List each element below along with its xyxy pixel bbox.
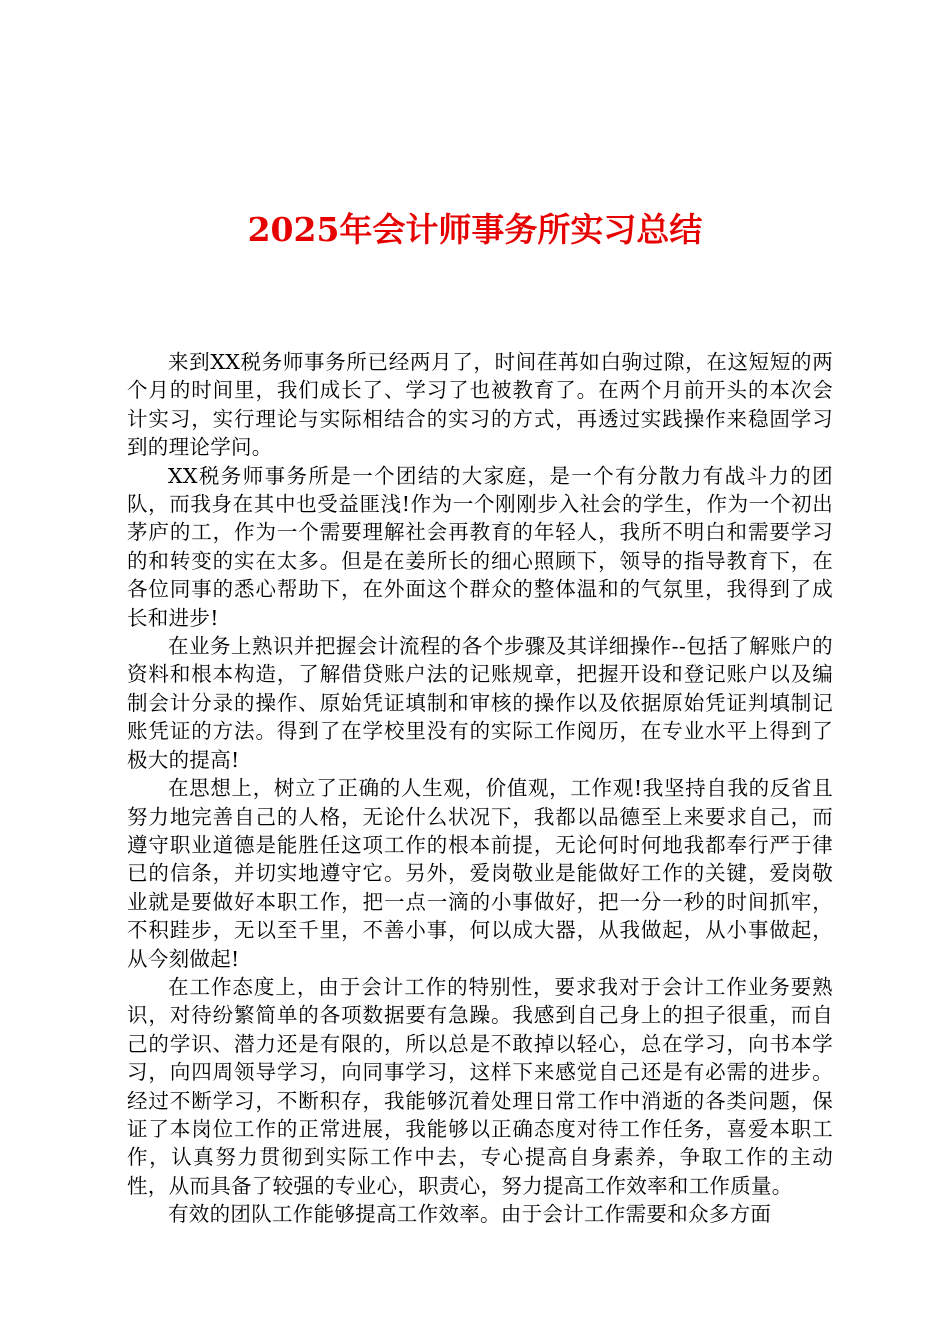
paragraph: 在思想上，树立了正确的人生观，价值观，工作观!我坚持自我的反省且努力地完善自己的人格，无论什么状况下，我都以品德至上来要求自己，而遵守职业道德是能胜任这项工作的根本前提，无论何时何地我都奉行严于律已的信条，并切实地遵守它。另外，爱岗敬业是能做好工作的关键，爱岗敬业就是要做好本职工作，把一点一滴的小事做好，把一分一秒的时间抓牢，不积跬步，无以至千里，不善小事，何以成大器，从我做起，从小事做起，从今刻做起!	[127, 776, 833, 971]
paragraph: 在业务上熟识并把握会计流程的各个步骤及其详细操作--包括了解账户的资料和根本构造，了解借贷账户法的记账规章，把握开设和登记账户以及编制会计分录的操作、原始凭证填制和审核的操作以及依据原始凭证判填制记账凭证的方法。得到了在学校里没有的实际工作阅历，在专业水平上得到了极大的提高!	[127, 634, 833, 772]
document-title: 2025年会计师事务所实习总结	[247, 210, 703, 249]
paragraph: 有效的团队工作能够提高工作效率。由于会计工作需要和众多方面	[168, 1202, 772, 1227]
paragraph: 来到XX税务师事务所已经两月了，时间荏苒如白驹过隙，在这短短的两个月的时间里，我们成长了、学习了也被教育了。在两个月前开头的本次会计实习，实行理论与实际相结合的实习的方式，再透过实践操作来稳固学习到的理论学问。	[127, 350, 833, 460]
paragraph: XX税务师事务所是一个团结的大家庭，是一个有分散力有战斗力的团队，而我身在其中也受益匪浅!作为一个刚刚步入社会的学生，作为一个初出茅庐的工，作为一个需要理解社会再教育的年轻人，我所不明白和需要学习的和转变的实在太多。但是在姜所长的细心照顾下，领导的指导教育下，在各位同事的悉心帮助下，在外面这个群众的整体温和的气氛里，我得到了成长和进步!	[127, 463, 833, 630]
paragraph: 在工作态度上，由于会计工作的特别性，要求我对于会计工作业务要熟识，对待纷繁简单的各项数据要有急躁。我感到自己身上的担子很重，而自己的学识、潜力还是有限的，所以总是不敢掉以轻心，总在学习，向书本学习，向四周领导学习，向同事学习，这样下来感觉自己还是有必需的进步。经过不断学习，不断积存，我能够沉着处理日常工作中消逝的各类问题，保证了本岗位工作的正常进展，我能够以正确态度对待工作任务，喜爱本职工作，认真努力贯彻到实际工作中去，专心提高自身素养，争取工作的主动性，从而具备了较强的专业心，职责心，努力提高工作效率和工作质量。	[127, 974, 833, 1198]
document-body	[127, 348, 833, 1229]
